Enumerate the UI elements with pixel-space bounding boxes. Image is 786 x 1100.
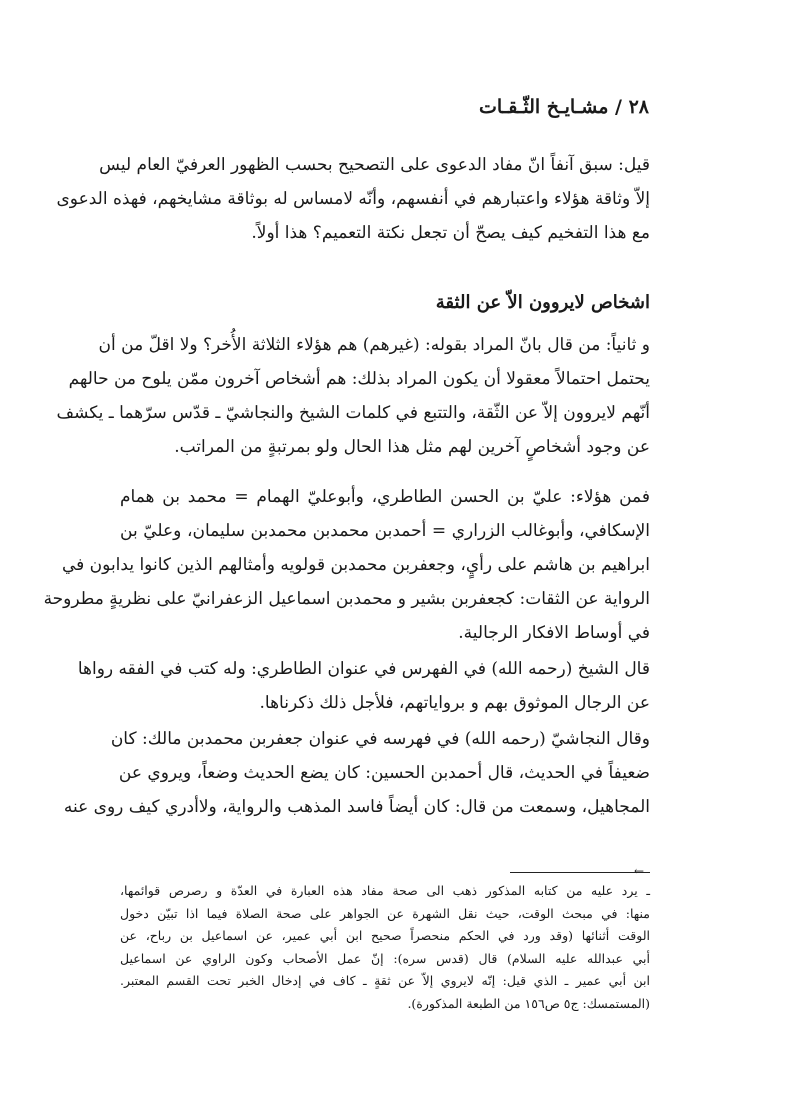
text-line: عن الرجال الموثوق بهم و برواياتهم، فلأجل ذلك ذكرناها.: [259, 693, 650, 713]
footnote-line: منها: في مبحث الوقت، حيث نقل الشهرة عن الجواهر على صحة الصلاة فيما اذا تبيّن دخول: [120, 905, 650, 921]
text-line: يحتمل احتمالاً معقولا أن يكون المراد بذلك: هم أشخاص آخرون ممّن يلوح من حالهم: [68, 369, 650, 389]
footnote-line: ابن أبي عمير ـ الذي قيل: إنّه لايروي إلاّ عن ثقةٍ ـ كاف في إدخال الخبر تحت القسم المعتبر.: [120, 973, 650, 988]
footnote-line: أبي عبدالله عليه السلام) قال (قدس سره): إنّ عمل الأصحاب وكون الراوي عن اسماعيل: [120, 950, 650, 966]
section-heading: اشخاص لايروون الاّ عن الثقة: [435, 292, 650, 313]
continuation-arrow-icon: ←: [634, 864, 645, 878]
paragraph-najashi-quote: [63, 722, 650, 824]
text-line: في أوساط الافكار الرجالية.: [458, 623, 650, 643]
text-line: الإسكافي، وأبوغالب الزراري = أحمدبن محمدبن محمدبن سليمان، وعليّ بن: [120, 521, 650, 541]
text-line: مع هذا التفخيم كيف يصحّ أن تجعل نكتة التعميم؟ هذا أولاً.: [251, 223, 650, 243]
text-line: ضعيفاً في الحديث، قال أحمدبن الحسين: كان يضع الحديث وضعاً، ويروي عن: [118, 763, 650, 783]
text-line: قيل: سبق آنفاً انّ مفاد الدعوى على التصحيح بحسب الظهور العرفيّ العام ليس: [99, 155, 650, 175]
text-line: المجاهيل، وسمعت من قال: كان أيضاً فاسد المذهب والرواية، ولاأدري كيف روى عنه: [63, 797, 650, 817]
footnote-line: الوقت أثنائها (وقد ورد في الحكم منحصراً صحيح ابن أبي عمير، عن اسماعيل بن رباح، عن: [120, 928, 650, 943]
text-line: فمن هؤلاء: عليّ بن الحسن الطاطري، وأبوعليّ الهمام = محمد بن همام: [120, 487, 650, 507]
text-line: وقال النجاشيّ (رحمه الله) في فهرسه في عنوان جعفربن محمدبن مالك: كان: [110, 729, 650, 749]
running-head: ٢٨ / مشـايـخ الثّـقـات: [478, 96, 649, 118]
paragraph-examples: [43, 480, 650, 650]
paragraph-shaykh-quote: [77, 652, 650, 720]
footnote-line: (المستمسك: ج٥ ص١٥٦ من الطبعة المذكورة).: [407, 995, 650, 1011]
text-line: قال الشيخ (رحمه الله) في الفهرس في عنوان الطاطري: وله كتب في الفقه رواها: [77, 659, 650, 679]
text-line: أنّهم لايروون إلاّ عن الثّقة، والتتبع في كلمات الشيخ والنجاشيّ ـ قدّس سرّهما ـ يكشف: [56, 403, 650, 423]
paragraph-secondly: [56, 328, 650, 464]
footnote-line: ـ يرد عليه من كتابه المذكور ذهب الى صحة مفاد هذه العبارة في العدّة و رصرص قوائمها،: [120, 883, 650, 898]
text-line: ابراهيم بن هاشم على رأيٍ، وجعفربن محمدبن قولويه وأمثالهم الذين كانوا يدابون في: [61, 555, 650, 575]
text-line: عن وجود أشخاصٍ آخرين لهم مثل هذا الحال ولو بمرتبةٍ من المراتب.: [174, 437, 650, 457]
text-line: الرواية عن الثقات: كجعفربن بشير و محمدبن اسماعيل الزعفرانيّ على نظريةٍ مطروحة: [43, 589, 650, 609]
footnote-divider: [510, 872, 650, 873]
footnote: [120, 880, 650, 1015]
paragraph-objection: [56, 148, 650, 250]
text-line: إلاّ وثاقة هؤلاء واعتبارهم في أنفسهم، وأنّه لامساس له بوثاقة مشايخهم، فهذه الدعوى: [56, 189, 650, 209]
text-line: و ثانياً: من قال بانّ المراد بقوله: (غيرهم) هم هؤلاء الثلاثة الأُخر؟ ولا اقلّ من أن: [98, 335, 650, 355]
